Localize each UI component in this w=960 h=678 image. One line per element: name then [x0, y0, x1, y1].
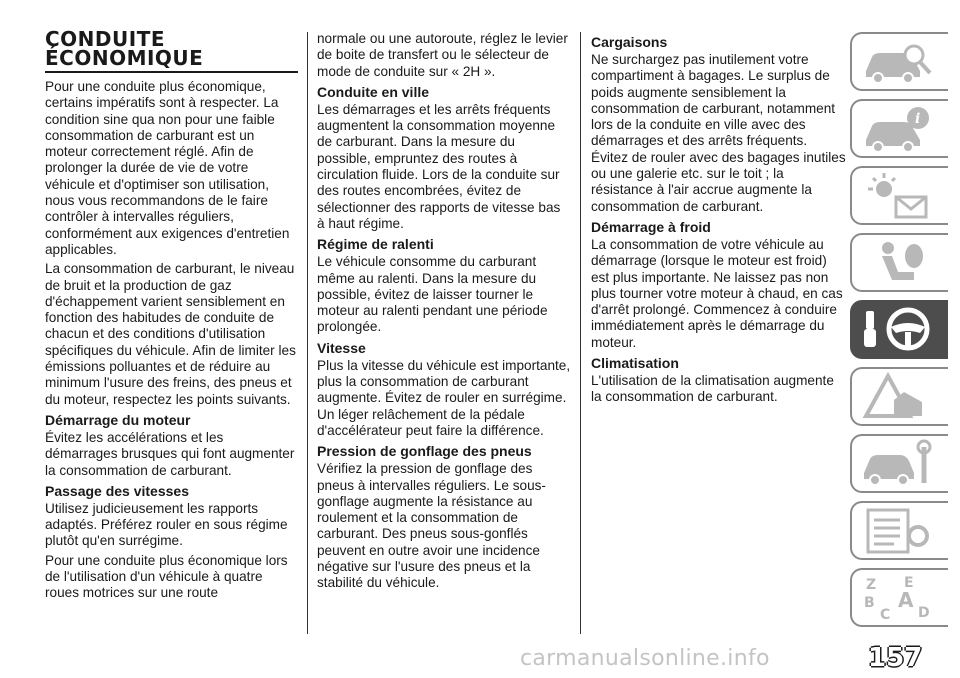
- svg-text:D: D: [918, 605, 930, 621]
- paragraph: Le véhicule consomme du carburant même au ralenti. Dans la mesure du possible, évitez de laisser tourner le moteur au ralenti pendant une période prolongée.: [317, 254, 548, 335]
- subheading-cargaisons: Cargaisons: [591, 34, 668, 50]
- car-search-icon: [858, 37, 938, 87]
- paragraph: Ne surchargez pas inutilement votre compartiment à bagages. Le surplus de poids augmente sensiblement la consommation de carburant, notamment lors de la conduite en ville avec des démarrages et des arrêts fréquents. Évitez de rouler avec des bagages inutiles ou une galerie etc. sur le toit ; la résistance à l'air accrue augmente la consommation de carburant.: [591, 52, 846, 214]
- section-title-line-1: CONDUITE: [45, 27, 166, 51]
- svg-text:C: C: [880, 607, 891, 623]
- paragraph: Pour une conduite plus économique, certains impératifs sont à respecter. La condition sine qua non pour une faible consommation de carburant est un moteur correctement réglé. Afin de prolonger la durée de vie de votre véhicule et d'optimiser son utilisation, nous vous recommandons de le faire contrôler à intervalles réguliers, conformément aux exigences d'entretien applicables.: [45, 79, 290, 257]
- title-underline: [45, 71, 298, 73]
- breakdown-triangle-icon: [858, 372, 938, 422]
- subheading-demarrage-moteur: Démarrage du moteur: [45, 411, 191, 428]
- paragraph: Évitez les accélérations et les démarrages brusques qui font augmenter la consommation de carburant.: [45, 429, 295, 478]
- tab-emergency[interactable]: [850, 367, 948, 426]
- paragraph: Vérifiez la pression de gonflage des pneus à intervalles réguliers. Le sous-gonflage augmente la résistance au roulement et la consommation de carburant. Des pneus sous-gonflés peuvent en outre avoir une incidence négative sur l'usure des pneus et la stabilité du véhicule.: [317, 461, 546, 591]
- column-right: [591, 31, 847, 409]
- tab-knowing-vehicle[interactable]: [850, 32, 948, 91]
- column-divider: [580, 32, 581, 634]
- page-number: 157: [868, 643, 923, 673]
- svg-text:A: A: [898, 588, 914, 612]
- paragraph: Plus la vitesse du véhicule est importante, plus la consommation de carburant augmente. Évitez de rouler en surrégime. Un léger relâchement de la pédale d'accélérateur peut faire la différence.: [317, 357, 571, 438]
- paragraph: normale ou une autoroute, réglez le levier de boite de transfert ou le sélecteur de mode de conduite sur « 2H ».: [317, 31, 568, 79]
- paragraph: L'utilisation de la climatisation augmente la consommation de carburant.: [591, 373, 834, 405]
- key-steering-wheel-icon: [858, 305, 938, 355]
- tab-maintenance[interactable]: [850, 434, 948, 493]
- subheading-regime-ralenti: Régime de ralenti: [317, 236, 434, 253]
- svg-text:Z: Z: [866, 577, 877, 593]
- column-left: [45, 27, 298, 605]
- tab-safety[interactable]: [850, 233, 948, 292]
- alphabet-index-icon: [858, 573, 938, 623]
- chapter-tabs: [850, 32, 960, 635]
- subheading-conduite-ville: Conduite en ville: [317, 83, 430, 100]
- car-wrench-icon: [858, 439, 938, 489]
- column-divider: [307, 32, 308, 634]
- subheading-climatisation: Climatisation: [591, 355, 679, 372]
- paragraph: Utilisez judicieusement les rapports adaptés. Préférez rouler en sous régime plutôt qu'en surrégime.: [45, 500, 288, 549]
- subheading-vitesse: Vitesse: [317, 339, 366, 356]
- paragraph: Pour une conduite plus économique lors de l'utilisation d'un véhicule à quatre roues motrices sur une route: [45, 552, 288, 601]
- svg-text:i: i: [915, 111, 921, 127]
- tab-index[interactable]: [850, 568, 948, 627]
- subheading-pression-pneus: Pression de gonflage des pneus: [317, 443, 532, 460]
- subheading-demarrage-froid: Démarrage à froid: [591, 218, 711, 235]
- airbag-seat-icon: [858, 238, 938, 288]
- section-title-line-2: ÉCONOMIQUE: [45, 46, 204, 70]
- paragraph: La consommation de carburant, le niveau de bruit et la production de gaz d'échappement varient sensiblement en fonction des habitudes de conduite de chacun et des conditions d'utilisation spécifiques du véhicule. Afin de limiter les émissions polluantes et de réduire au minimum l'usure des freins, des pneus et du moteur, respectez les points suivants.: [45, 261, 296, 407]
- paragraph: Les démarrages et les arrêts fréquents augmentent la consommation moyenne de carburant. Dans la mesure du possible, empruntez des routes à circulation fluide. Lors de la conduite sur des routes encombrées, évitez de sélectionner des rapports de vitesse bas à haut régime.: [317, 101, 561, 231]
- tab-starting-driving[interactable]: [850, 300, 948, 359]
- column-middle: [317, 31, 571, 595]
- watermark: carmanualsonline.info: [520, 646, 770, 671]
- tab-warning-lights[interactable]: [850, 166, 948, 225]
- svg-text:B: B: [864, 595, 875, 611]
- car-info-icon: [858, 104, 938, 154]
- warning-lights-icon: [858, 171, 938, 221]
- subheading-passage-vitesses: Passage des vitesses: [45, 482, 189, 499]
- paragraph: La consommation de votre véhicule au démarrage (lorsque le moteur est froid) est plus importante. Ne laissez pas non plus tourner votre moteur à chaud, en cas d'arrêt prolongé. Commencez à conduire immédiatement après le démarrage du moteur.: [591, 236, 843, 350]
- tab-technical-data[interactable]: [850, 501, 948, 560]
- tab-dashboard[interactable]: [850, 99, 948, 158]
- specifications-list-icon: [858, 506, 938, 556]
- svg-text:E: E: [904, 575, 914, 591]
